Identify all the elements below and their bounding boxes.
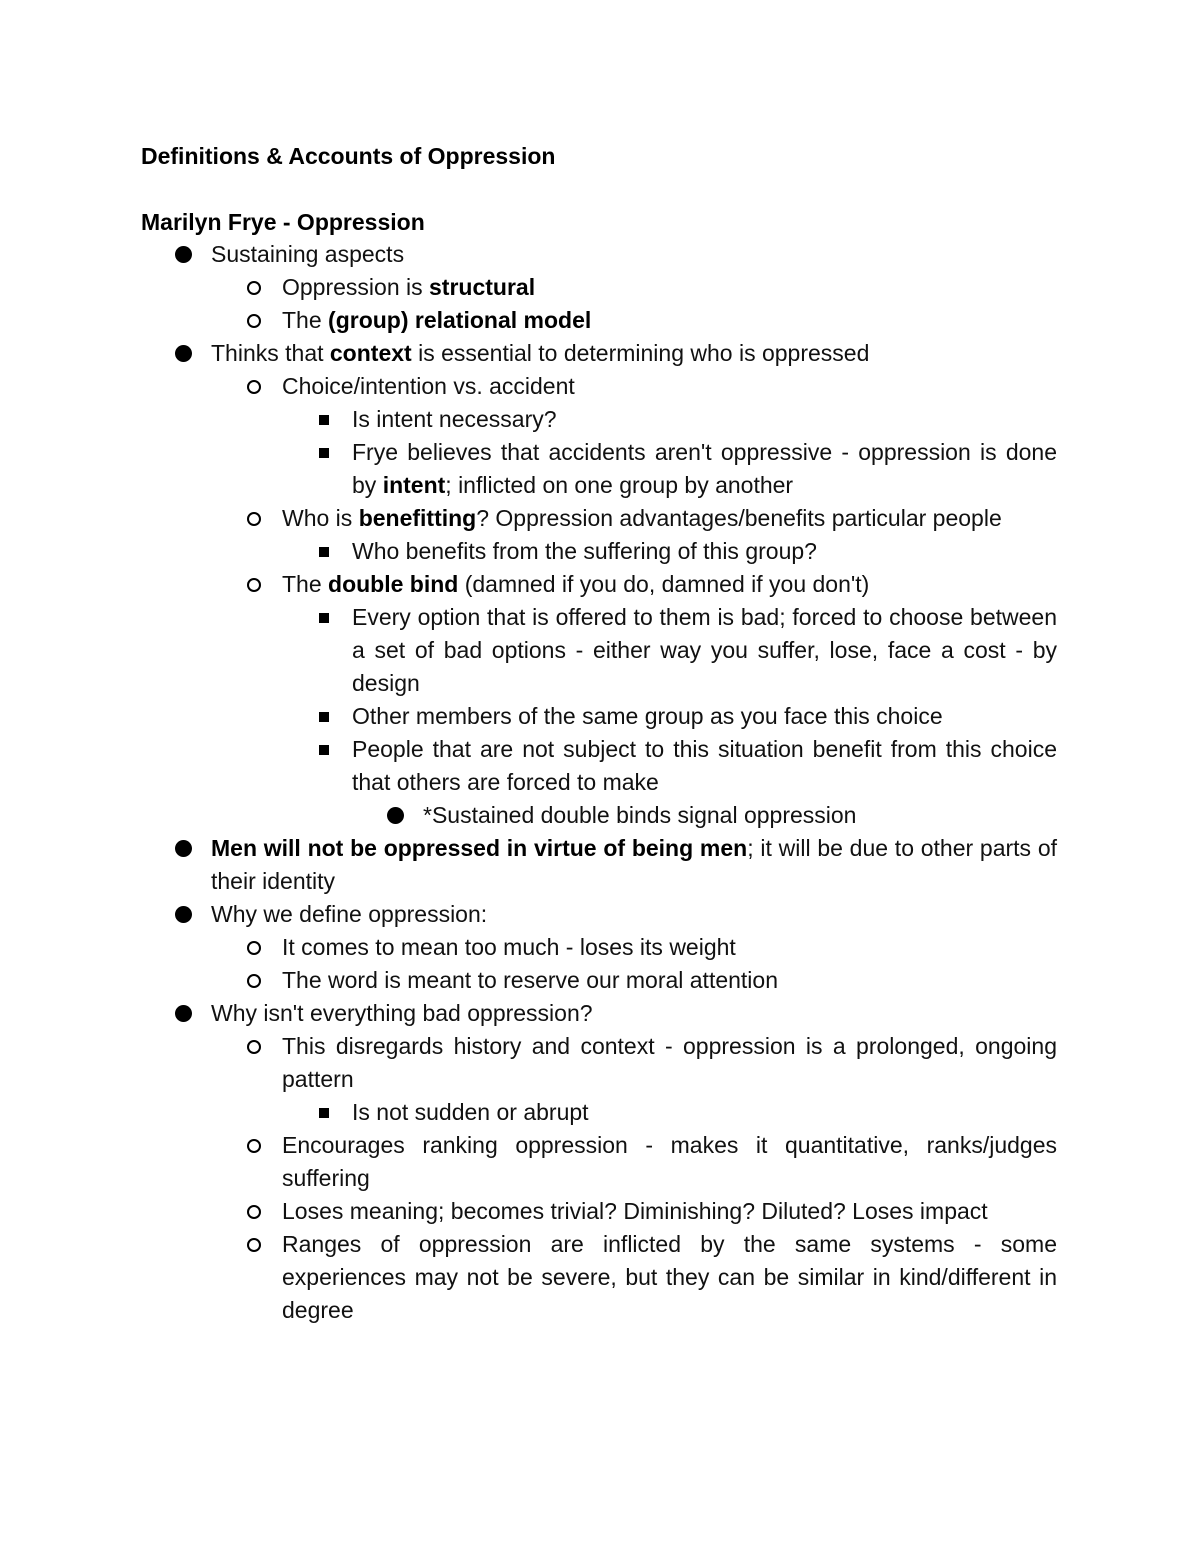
disc-bullet-icon — [173, 238, 193, 271]
list-item-text — [211, 997, 1057, 1030]
text-run: ; it will be due to other parts of their identity — [211, 835, 1058, 894]
text-run: It comes to mean too much - loses its weight — [282, 934, 736, 960]
circle-bullet-icon — [244, 1129, 264, 1162]
list-item-text — [282, 1030, 1057, 1096]
circle-bullet-icon — [244, 1195, 264, 1228]
list-item-text — [282, 1195, 1057, 1228]
square-bullet-icon — [314, 700, 334, 733]
list-item-text — [282, 1129, 1057, 1195]
list-item — [352, 700, 1057, 733]
list-item-text — [282, 568, 1057, 601]
text-run: is essential to determining who is oppressed — [411, 340, 870, 366]
list-item — [352, 535, 1057, 568]
list-item — [352, 436, 1057, 502]
text-run: Ranges of oppression are inflicted by the same systems - some experiences may not be severe, but they can be similar in kind/different in degree — [282, 1231, 1057, 1323]
list-item-text — [211, 238, 1057, 271]
list-item — [282, 1228, 1057, 1327]
text-run: Is intent necessary? — [352, 406, 557, 432]
list-item-text — [282, 271, 1057, 304]
list-item — [282, 1030, 1057, 1096]
list-item — [423, 799, 1057, 832]
circle-bullet-icon — [244, 271, 264, 304]
list-item — [282, 304, 1057, 337]
list-item — [282, 1129, 1057, 1195]
text-run: Loses meaning; becomes trivial? Diminishing? Diluted? Loses impact — [282, 1198, 988, 1224]
text-run: (damned if you do, damned if you don't) — [458, 571, 870, 597]
list-item-text — [282, 1228, 1057, 1327]
text-run: People that are not subject to this situation benefit from this choice that others are forced to make — [352, 736, 1057, 795]
disc-bullet-icon — [173, 898, 193, 931]
list-item-text — [352, 1096, 1057, 1129]
text-run: Is not sudden or abrupt — [352, 1099, 589, 1125]
list-item — [211, 337, 1057, 370]
bold-text: context — [329, 340, 412, 366]
bold-text: benefitting — [358, 505, 477, 531]
text-run: *Sustained double binds signal oppression — [423, 802, 857, 828]
bold-text: structural — [429, 274, 536, 300]
text-run: Frye believes that accidents aren't oppressive - oppression is done by — [352, 439, 1057, 498]
text-run: Sustaining aspects — [211, 241, 405, 267]
list-item — [211, 832, 1057, 898]
text-run: Choice/intention vs. accident — [282, 373, 575, 399]
circle-bullet-icon — [244, 568, 264, 601]
disc-bullet-icon — [385, 799, 405, 832]
text-run: ; inflicted on one group by another — [445, 472, 794, 498]
text-run: Encourages ranking oppression - makes it quantitative, ranks/judges suffering — [282, 1132, 1057, 1191]
list-item — [282, 964, 1057, 997]
circle-bullet-icon — [244, 1228, 264, 1261]
bold-text: intent — [382, 472, 446, 498]
list-item — [352, 601, 1057, 700]
list-item — [282, 370, 1057, 403]
list-item — [211, 997, 1057, 1030]
list-item — [282, 931, 1057, 964]
list-item — [282, 502, 1057, 535]
text-run: Thinks that — [211, 340, 330, 366]
list-item-text — [352, 601, 1057, 700]
square-bullet-icon — [314, 733, 334, 766]
disc-bullet-icon — [173, 337, 193, 370]
section-heading: Marilyn Frye - Oppression — [141, 209, 425, 235]
circle-bullet-icon — [244, 931, 264, 964]
list-item-text — [352, 733, 1057, 799]
square-bullet-icon — [314, 535, 334, 568]
square-bullet-icon — [314, 403, 334, 436]
list-item — [211, 238, 1057, 271]
bold-text: Men will not be oppressed in virtue of being men — [211, 835, 748, 861]
list-item — [352, 733, 1057, 799]
list-item-text — [352, 535, 1057, 568]
list-item-text — [211, 832, 1057, 898]
text-run: Who benefits from the suffering of this group? — [352, 538, 817, 564]
disc-bullet-icon — [173, 832, 193, 865]
list-item — [282, 568, 1057, 601]
list-item-text — [352, 700, 1057, 733]
square-bullet-icon — [314, 601, 334, 634]
list-item — [352, 403, 1057, 436]
text-run: Every option that is offered to them is bad; forced to choose between a set of bad options - either way you suffer, lose, face a cost - by design — [352, 604, 1057, 696]
list-item — [352, 1096, 1057, 1129]
document-title: Definitions & Accounts of Oppression — [141, 143, 556, 169]
square-bullet-icon — [314, 436, 334, 469]
list-item-text — [352, 436, 1057, 502]
bullet-outline — [0, 238, 1200, 1327]
disc-bullet-icon — [173, 997, 193, 1030]
text-run: Why we define oppression: — [211, 901, 488, 927]
text-run: This disregards history and context - oppression is a prolonged, ongoing pattern — [282, 1033, 1057, 1092]
circle-bullet-icon — [244, 304, 264, 337]
text-run: Oppression is — [282, 274, 430, 300]
bold-text: double bind — [328, 571, 459, 597]
list-item — [211, 898, 1057, 931]
text-run: ? Oppression advantages/benefits particular people — [476, 505, 1002, 531]
list-item-text — [282, 964, 1057, 997]
bold-text: (group) relational model — [328, 307, 592, 333]
square-bullet-icon — [314, 1096, 334, 1129]
text-run: Other members of the same group as you face this choice — [352, 703, 943, 729]
circle-bullet-icon — [244, 964, 264, 997]
list-item-text — [352, 403, 1057, 436]
list-item-text — [282, 370, 1057, 403]
circle-bullet-icon — [244, 1030, 264, 1063]
list-item-text — [211, 898, 1057, 931]
circle-bullet-icon — [244, 370, 264, 403]
circle-bullet-icon — [244, 502, 264, 535]
text-run: The — [282, 571, 329, 597]
list-item — [282, 1195, 1057, 1228]
text-run: Who is — [282, 505, 359, 531]
list-item — [282, 271, 1057, 304]
list-item-text — [211, 337, 1057, 370]
text-run: The — [282, 307, 329, 333]
list-item-text — [282, 502, 1057, 535]
text-run: Why isn't everything bad oppression? — [211, 1000, 593, 1026]
list-item-text — [282, 304, 1057, 337]
text-run: The word is meant to reserve our moral attention — [282, 967, 779, 993]
list-item-text — [423, 799, 1057, 832]
list-item-text — [282, 931, 1057, 964]
